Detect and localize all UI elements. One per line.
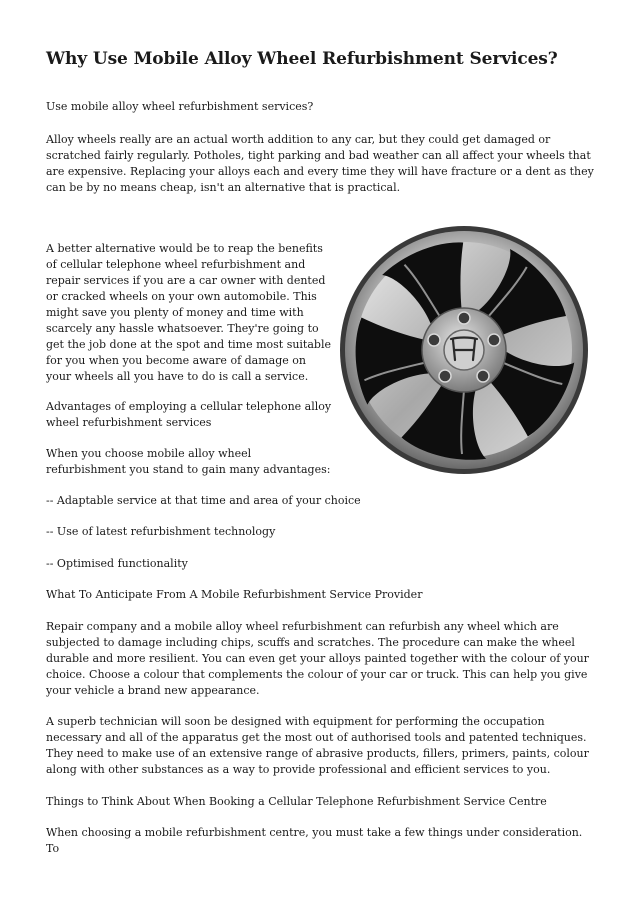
document-title: Why Use Mobile Alloy Wheel Refurbishment Services? bbox=[46, 49, 558, 69]
paragraph-alloy-wheels-intro: Alloy wheels really are an actual worth addition to any car, but they could get damaged or scratched fairly regularly. Potholes, tight parking and bad weather can all affect your wheels that are expensive. Replacing your alloys each and every time they will have fracture or a dent as they can be by no means cheap, isn't an alternative that is practical. bbox=[46, 133, 594, 194]
list-item-adaptable-service: -- Adaptable service at that time and area of your choice bbox=[46, 494, 361, 507]
list-item-latest-technology: -- Use of latest refurbishment technology bbox=[46, 525, 276, 538]
paragraph-superb-technician: A superb technician will soon be designed with equipment for performing the occupation necessary and all of the apparatus get the most out of authorised tools and patented techniques. They need to make use of an extensive range of abrasive products, fillers, primers, paints, colour along with other substances as a way to provide professional and efficient services to you. bbox=[46, 715, 589, 776]
paragraph-better-alternative: A better alternative would be to reap the benefits of cellular telephone wheel refurbishment and repair services if you are a car owner with dented or cracked wheels on your own automobile. This might save you plenty of money and time with scarcely any hassle whatsoever. They're going to get the job done at the spot and time most suitable for you when you become aware of damage on your wheels all you have to do is call a service. bbox=[46, 242, 331, 383]
list-item-optimised-functionality: -- Optimised functionality bbox=[46, 557, 188, 570]
paragraph-choose-mobile: When you choose mobile alloy wheel refurbishment you stand to gain many advantages: bbox=[46, 447, 331, 476]
paragraph-advantages-heading: Advantages of employing a cellular telephone alloy wheel refurbishment services bbox=[46, 400, 332, 429]
alloy-wheel-image bbox=[338, 224, 590, 476]
paragraph-repair-company: Repair company and a mobile alloy wheel refurbishment can refurbish any wheel which are subjected to damage including chips, scuffs and scratches. The procedure can make the wheel durable and more resilient. You can even get your alloys painted together with the colour of your choice. Choose a colour that complements the colour of your car or truck. This can help you give your vehicle a brand new appearance. bbox=[46, 620, 589, 697]
section-heading-things-to-think: Things to Think About When Booking a Cellular Telephone Refurbishment Service Centre bbox=[46, 795, 547, 808]
paragraph-choosing-centre: When choosing a mobile refurbishment centre, you must take a few things under consideration. To bbox=[46, 826, 583, 855]
paragraph-intro-question: Use mobile alloy wheel refurbishment services? bbox=[46, 100, 314, 113]
section-heading-what-to-anticipate: What To Anticipate From A Mobile Refurbishment Service Provider bbox=[46, 588, 423, 601]
